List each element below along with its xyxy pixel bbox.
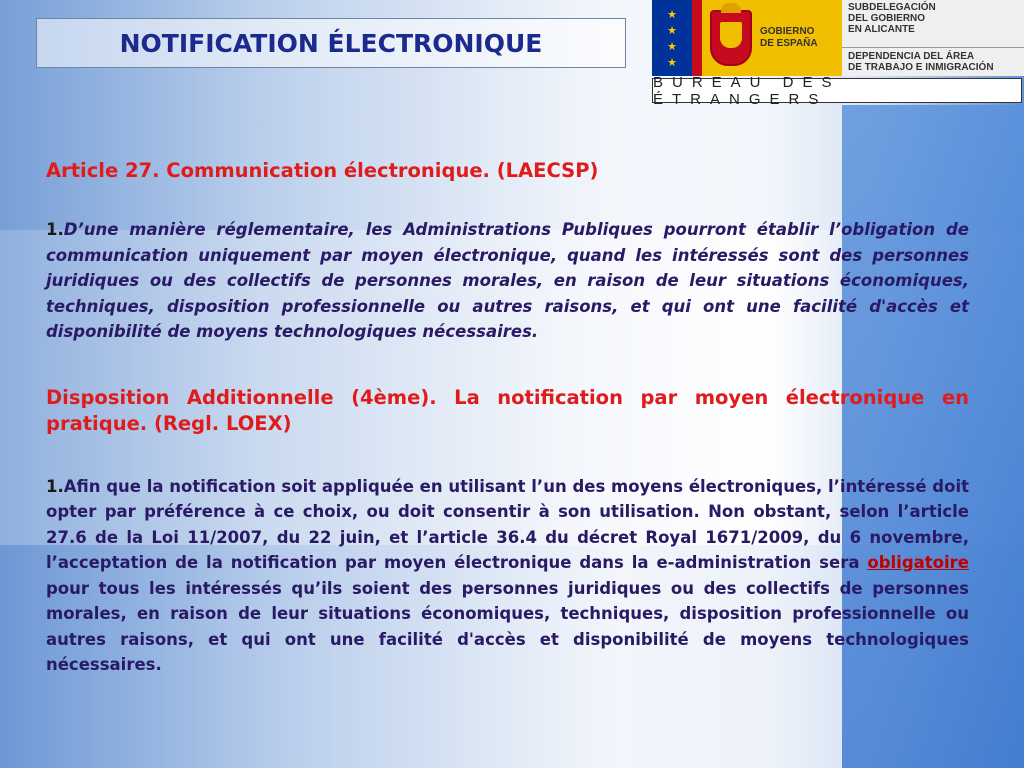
gobierno-logo (652, 0, 1024, 76)
obligatoire-link[interactable]: obligatoire (867, 553, 969, 572)
disposition-number: 1. (46, 476, 64, 496)
dependencia-label: DEPENDENCIA DEL ÁREA DE TRABAJO E INMIGRACIÓN (842, 47, 1024, 73)
disposition-text-before: Afin que la notification soit appliquée en utilisant l’un des moyens électroniques, l’intéressé doit opter par préférence à ce choix, ou doit consentir à son utilisation. Non obstant, selon l’article 27.6 de la Loi 11/2007, du 22 juin, et l’article 36.4 du décret Royal 1671/2009, du 6 novembre, l’acceptation de la notification par moyen électronique dans la e-administration sera (46, 476, 969, 572)
disposition-heading: Disposition Additionnelle (4ème). La notification par moyen électronique en pratique. (Regl. LOEX) (46, 385, 969, 435)
eu-flag-icon: ★ ★ ★ ★ (652, 0, 692, 76)
slide-title: NOTIFICATION ÉLECTRONIQUE (119, 28, 543, 58)
bureau-des-etrangers-banner: BUREAU DES ÉTRANGERS (652, 78, 1022, 103)
article27-paragraph (46, 217, 969, 345)
slide-content (46, 158, 969, 678)
gobierno-name: GOBIERNO DE ESPAÑA (760, 26, 818, 49)
article27-text: D’une manière réglementaire, les Administrations Publiques pourront établir l’obligation de communication uniquement par moyen électronique, quand les intéressés sont des personnes juridiques ou des collectifs de personnes morales, en raison de leur situations économiques, techniques, disposition professionnelle ou autres raisons, et qui ont une facilité d'accès et disponibilité de moyens technologiques nécessaires. (46, 220, 969, 341)
article27-number: 1. (46, 220, 64, 239)
article27-heading: Article 27. Communication électronique. (LAECSP) (46, 159, 599, 182)
spain-flag-icon (692, 0, 842, 76)
disposition-text-after: pour tous les intéressés qu’ils soient des personnes juridiques ou des collectifs de personnes morales, en raison de leur situations économiques, techniques, disposition professionnelle ou autres raisons, et qui ont une facilité d'accès et disponibilité de moyens technologiques nécessaires. (46, 578, 969, 674)
subdelegacion-label: SUBDELEGACIÓN DEL GOBIERNO EN ALICANTE (848, 2, 936, 35)
coat-of-arms-icon (710, 10, 752, 66)
disposition-paragraph (46, 474, 969, 678)
slide-title-box (36, 18, 626, 68)
subdelegacion-block (842, 0, 1024, 76)
